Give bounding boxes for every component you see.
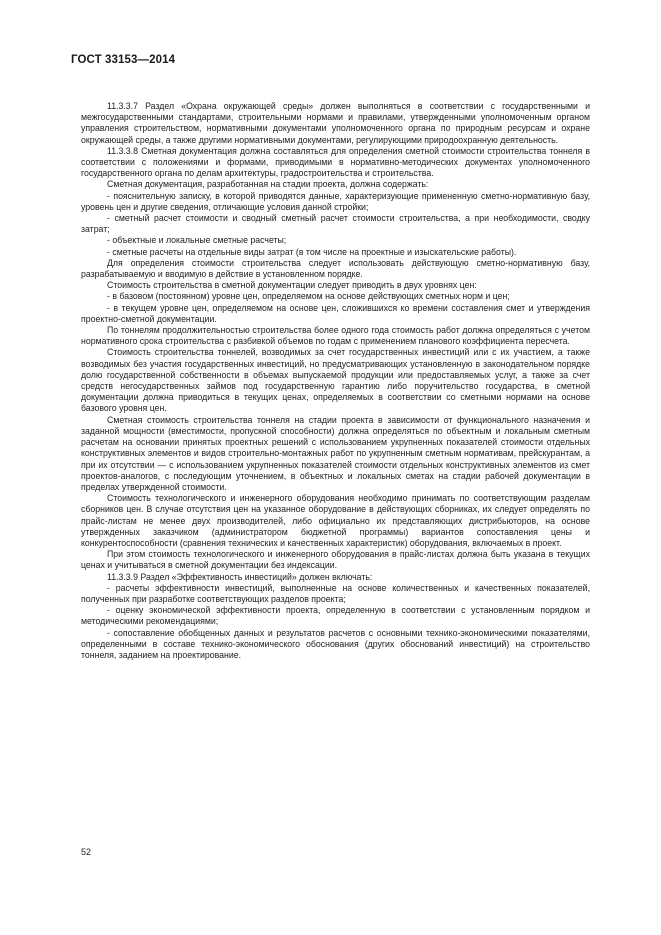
paragraph: Сметная стоимость строительства тоннеля на стадии проекта в зависимости от функционального назначения и заданной мощности (вместимости, пропускной способности) должна определяться по объектным и локальным сметным расчетам на основании принятых проектных решений с использованием укрупненных показателей стоимости отдельных конструктивных элементов и видов строительно-монтажных работ по укрупненным сметным нормативам, прейскурантам, а при их отсутствии — с использованием укрупненных показателей стоимости отдельных конструктивных элементов из смет проектов-аналогов, с последующим уточнением, в объектных и локальных сметах на стадии рабочей документации в пределах утвержденной стоимости. [81,414,590,492]
list-item: - в базовом (постоянном) уровне цен, определяемом на основе действующих сметных норм и цен; [107,291,510,302]
list-item: - пояснительную записку, в которой приводятся данные, характеризующие примененную сметно-нормативную базу, уровень цен и другие сведения, отличающие условия данной стройки; [81,190,590,212]
paragraph: Стоимость строительства тоннелей, возводимых за счет государственных инвестиций или с их участием, а также возводимых без участия государственных инвестиций, но предусматривающих установленную в законодательном порядке долю государственной собственности в объемах выпускаемой продукции или предоставляемых услуг, а также за счет средств негосударственных займов под государственную гарантию либо поручительство государства, в сметной документации должна приводиться в текущих ценах, определяемых в соответствии со сметными нормами на основе базового уровня цен. [81,347,590,414]
document-body [81,101,590,661]
paragraph: По тоннелям продолжительностью строительства более одного года стоимость работ должна определяться с учетом нормативного срока строительства с разбивкой объемов по годам с применением планового коэффициента пересчета. [81,325,590,347]
paragraph-11-3-3-8: 11.3.3.8 Сметная документация должна составляться для определения сметной стоимости строительства тоннеля в соответствии с положениями и формами, приводимыми в нормативно-методических документах уполномоченного государственного органа по делам архитектуры, градостроительства и строительства. [81,145,590,179]
list-item: - расчеты эффективности инвестиций, выполненные на основе количественных и качественных показателей, полученных при разработке соответствующих разделов проекта; [81,582,590,604]
list-item: - объектные и локальные сметные расчеты; [107,235,287,246]
list-item: - оценку экономической эффективности проекта, определенную в соответствии с установленным порядком и методическими рекомендациями; [81,605,590,627]
document-header: ГОСТ 33153—2014 [71,54,176,66]
list-item: - сметные расчеты на отдельные виды затрат (в том числе на проектные и изыскательские работы). [107,246,517,257]
paragraph: Стоимость строительства в сметной документации следует приводить в двух уровнях цен: [107,280,477,291]
paragraph: Для определения стоимости строительства следует использовать действующую сметно-нормативную базу, разрабатываемую и вводимую в действие в установленном порядке. [81,257,590,280]
list-item: - сопоставление обобщенных данных и результатов расчетов с основными технико-экономическими показателями, определенными в составе технико-экономического обоснования (других обоснований инвестиций) на строительство тоннеля, заданием на проектирование. [81,627,590,660]
list-item: - сметный расчет стоимости и сводный сметный расчет стоимости строительства, а при необходимости, сводку затрат; [81,213,590,235]
paragraph: Стоимость технологического и инженерного оборудования необходимо принимать по соответствующим разделам сборников цен. В случае отсутствия цен на указанное оборудование в действующих сборниках, их следует определять по прайс-листам не менее двух производителей, либо официально их представляющих дистрибьюторов, на основе утвержденных заказчиком (администратором бюджетной программы) вариантов сопоставления цены и конкурентоспособности (сравнения технических и качественных характеристик) оборудования, включаемых в проект. [81,493,590,548]
paragraph-11-3-3-9: 11.3.3.9 Раздел «Эффективность инвестиций» должен включать: [107,571,373,582]
paragraph: При этом стоимость технологического и инженерного оборудования в прайс-листах должна быть указана в текущих ценах и учитываться в сметной документации без индексации. [81,549,590,571]
list-item: - в текущем уровне цен, определяемом на основе цен, сложившихся ко времени составления смет и утверждения проектно-сметной документации. [81,302,590,324]
page-number: 52 [81,847,92,857]
paragraph-11-3-3-7: 11.3.3.7 Раздел «Охрана окружающей среды» должен выполняться в соответствии с государственными и межгосударственными стандартами, строительными нормами и правилами, утвержденными уполномоченным органом управления строительством, нормативными документами уполномоченного органа по природным ресурсам и охране окружающей среды, а также другими нормативными документами, регулирующими природоохранную деятельность. [81,101,590,145]
paragraph: Сметная документация, разработанная на стадии проекта, должна содержать: [107,179,429,190]
